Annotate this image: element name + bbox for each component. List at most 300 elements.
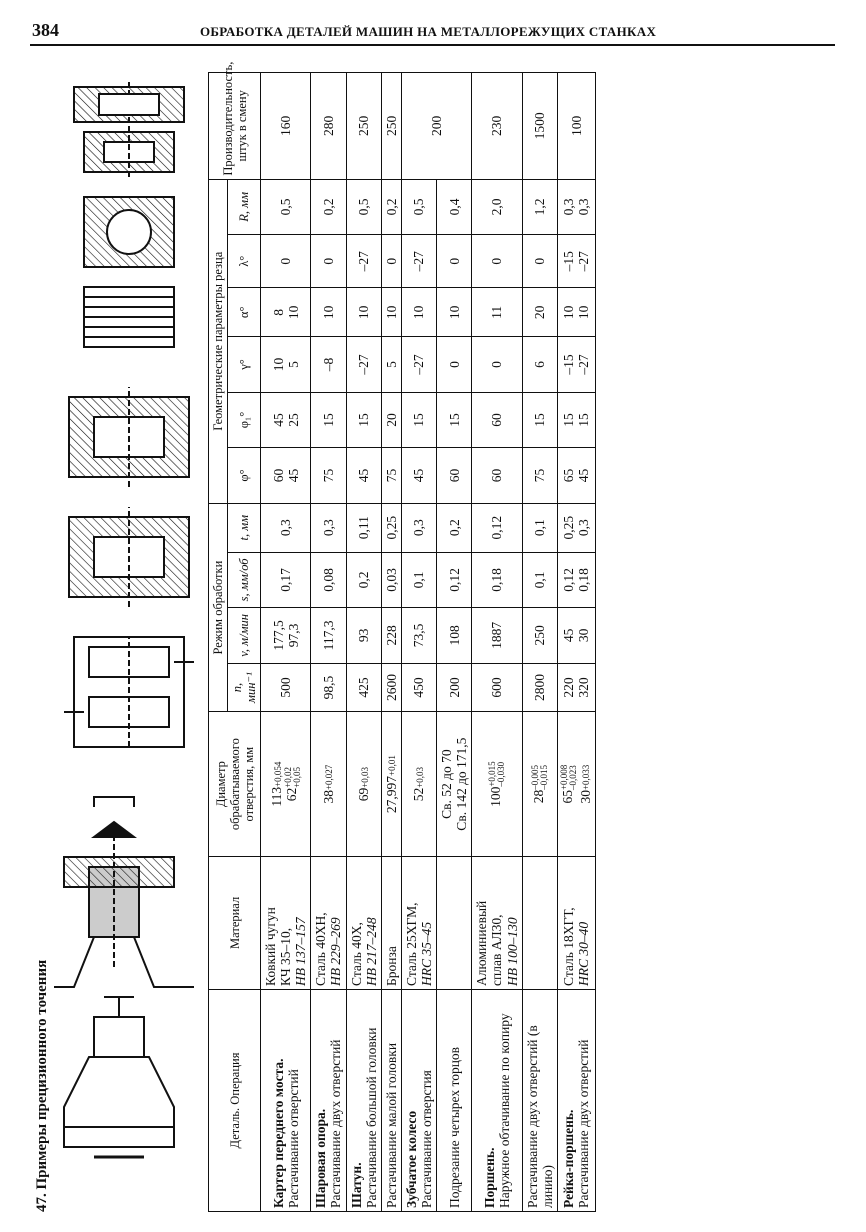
cell-phi1 [472, 392, 522, 448]
col-part: Деталь. Операция [209, 989, 261, 1211]
cell-v [261, 608, 311, 664]
cell-t [522, 503, 557, 552]
piston-drawing [74, 82, 184, 177]
cell-phi [311, 448, 346, 504]
cell-s [522, 552, 557, 608]
value: 75 [383, 468, 399, 483]
value: 20 [383, 413, 399, 427]
value: 0,03 [383, 568, 399, 592]
cell-lambda [557, 235, 595, 288]
value: –27 [356, 251, 372, 272]
value: 0,1 [532, 571, 548, 589]
value: 20 [532, 305, 548, 320]
cell-R [472, 179, 522, 235]
cell-n [522, 663, 557, 712]
value: 0 [489, 257, 505, 265]
machining-sketches [54, 77, 204, 1167]
value: 0,2 [320, 198, 336, 216]
value: 10 [270, 357, 286, 372]
value: 15 [576, 413, 592, 427]
table-row [401, 73, 436, 1212]
material-line: HB 100–130 [504, 917, 520, 986]
value: 0,18 [489, 568, 505, 592]
value: 108 [446, 625, 462, 646]
table-body [261, 73, 596, 1212]
value: 0,3 [320, 519, 336, 537]
value: 0,18 [576, 568, 592, 592]
material-line: Сталь 40Х, [348, 922, 364, 986]
value: 2600 [383, 674, 399, 702]
operation-name: Растачивание двух отверстий [576, 1039, 592, 1208]
cell-t [381, 503, 401, 552]
col-material: Материал [209, 856, 261, 989]
cell-R [557, 179, 595, 235]
cell-diameter [381, 712, 401, 856]
cell-alpha [381, 288, 401, 337]
material-line: HB 137–157 [293, 917, 309, 986]
value: 0,1 [411, 571, 427, 589]
material-line: HRC 35–45 [418, 921, 434, 986]
value: 30 [576, 628, 592, 643]
value: 15 [356, 413, 372, 427]
cell-n [346, 663, 381, 712]
value: 25 [285, 413, 301, 427]
operation-name: Наружное обтачивание по копиру [496, 1013, 512, 1208]
cell-part [557, 989, 595, 1211]
cell-alpha [522, 288, 557, 337]
table-row [346, 73, 381, 1212]
diameter-base: 38 [320, 790, 336, 804]
cell-gamma [346, 337, 381, 393]
cell-lambda [472, 235, 522, 288]
cell-t [261, 503, 311, 552]
cell-phi [401, 448, 436, 504]
value: 6 [532, 361, 548, 368]
diameter-value [488, 715, 506, 852]
value: 0,3 [576, 198, 592, 216]
cell-lambda [437, 235, 472, 288]
cell-diameter [346, 712, 381, 856]
cell-productivity: 200 [401, 73, 471, 180]
cell-alpha [346, 288, 381, 337]
tolerance [560, 765, 578, 790]
value: 0 [446, 257, 462, 265]
value: 2,0 [489, 198, 505, 216]
cell-v [401, 608, 436, 664]
gear-drawing [84, 197, 174, 347]
page-header [0, 0, 866, 50]
cell-phi [472, 448, 522, 504]
diameter-base: 27,997 [383, 775, 399, 814]
material-line: Бронза [383, 946, 399, 986]
value: 45 [576, 468, 592, 483]
cell-lambda [311, 235, 346, 288]
cell-R [522, 179, 557, 235]
cell-part [381, 989, 401, 1211]
col-r: R, мм [228, 179, 261, 235]
part-name: Рейка-поршень. [561, 1109, 577, 1208]
value: 45 [270, 413, 286, 427]
technical-drawings [54, 77, 204, 1167]
diameter-value [356, 715, 371, 852]
cell-s [381, 552, 401, 608]
table-row [437, 73, 472, 1212]
cell-v [381, 608, 401, 664]
housing-drawing [64, 997, 174, 1157]
cell-n [401, 663, 436, 712]
cell-productivity: 280 [311, 73, 346, 180]
value: 0,5 [356, 198, 372, 216]
tolerance-upper: –0,005 [529, 765, 540, 790]
value: 45 [356, 468, 372, 483]
cell-gamma [437, 337, 472, 393]
header-rule [30, 44, 835, 46]
cell-gamma [522, 337, 557, 393]
value: –15 [561, 354, 577, 375]
value: 15 [320, 413, 336, 427]
cell-part [401, 989, 436, 1211]
cell-productivity: 250 [381, 73, 401, 180]
tolerance-upper: +0,027 [324, 764, 335, 791]
cell-material [381, 856, 401, 989]
operation-name: Растачивание большой головки [363, 1027, 379, 1208]
cell-material [522, 856, 557, 989]
part-name: Картер переднего моста. [270, 1058, 286, 1208]
page-number: 384 [32, 20, 59, 40]
cell-t [346, 503, 381, 552]
col-n: n, мин⁻¹ [228, 663, 261, 712]
cell-diameter [261, 712, 311, 856]
cell-n [557, 663, 595, 712]
value: 0,11 [356, 516, 372, 540]
cell-gamma [472, 337, 522, 393]
cell-material [472, 856, 522, 989]
cell-material [557, 856, 595, 989]
table-row [472, 73, 522, 1212]
value: 45 [411, 468, 427, 483]
value: 0,12 [561, 568, 577, 592]
value: 0 [278, 257, 294, 265]
value: 10 [411, 305, 427, 320]
cell-t [472, 503, 522, 552]
value: 10 [576, 305, 592, 320]
value: 60 [489, 413, 505, 427]
cell-R [311, 179, 346, 235]
connecting-rod-drawing [69, 387, 189, 607]
material-line: Алюминиевый [474, 900, 490, 986]
value: 11 [489, 305, 505, 319]
cell-s [557, 552, 595, 608]
cell-part [311, 989, 346, 1211]
cell-diameter [557, 712, 595, 856]
value: 0,2 [383, 198, 399, 216]
cell-material [437, 856, 472, 989]
cell-phi1 [401, 392, 436, 448]
value: 93 [356, 628, 372, 643]
cell-n [381, 663, 401, 712]
value: 0,3 [561, 198, 577, 216]
tolerance-upper: +0,03 [414, 766, 425, 788]
cell-s [401, 552, 436, 608]
value: 10 [446, 305, 462, 320]
value: 10 [285, 305, 301, 320]
part-name: Зубчатое колесо [403, 1110, 419, 1208]
diameter-base: 113 [269, 786, 285, 807]
tolerance-lower: –0,015 [538, 765, 549, 790]
material-line: сплав АЛ30, [489, 914, 505, 986]
operation-name: Подрезание четырех торцов [446, 1046, 462, 1208]
value: 15 [411, 413, 427, 427]
cell-phi [437, 448, 472, 504]
cell-gamma [381, 337, 401, 393]
cell-alpha [472, 288, 522, 337]
col-gamma: γ° [228, 337, 261, 393]
cell-lambda [522, 235, 557, 288]
value: 97,3 [285, 623, 301, 648]
value: 65 [561, 468, 577, 483]
tolerance-upper: +0,01 [387, 755, 398, 776]
value: 500 [278, 677, 294, 698]
value: 1,2 [532, 198, 548, 216]
cell-diameter [311, 712, 346, 856]
cell-t [401, 503, 436, 552]
value: 0 [320, 257, 336, 265]
value: 10 [561, 305, 577, 320]
value: 0,2 [446, 519, 462, 537]
cell-v [522, 608, 557, 664]
diameter-base: 69 [356, 787, 372, 802]
value: 0,25 [561, 515, 577, 540]
cell-diameter [472, 712, 522, 856]
cell-gamma [261, 337, 311, 393]
cell-phi1 [522, 392, 557, 448]
value: 0,25 [383, 515, 399, 540]
value: 220 [561, 677, 577, 698]
operation-name: Растачивание малой головки [383, 1042, 399, 1208]
cell-n [437, 663, 472, 712]
table-caption: 47. Примеры прецизионного точения [34, 959, 50, 1212]
cell-phi [557, 448, 595, 504]
tolerance [274, 762, 283, 787]
col-phi1: φ₁° [228, 392, 261, 448]
col-lambda: λ° [228, 235, 261, 288]
value: 75 [320, 468, 336, 483]
value: 200 [446, 677, 462, 698]
diameter-value [411, 715, 426, 852]
cell-v [311, 608, 346, 664]
cell-n [311, 663, 346, 712]
value: 0,08 [320, 568, 336, 592]
part-name: Поршень. [481, 1147, 497, 1208]
cell-t [311, 503, 346, 552]
cell-part [472, 989, 522, 1211]
value: 98,5 [320, 675, 336, 700]
cell-lambda [261, 235, 311, 288]
precision-turning-table [208, 61, 596, 1212]
diameter-base: 62 [284, 787, 300, 802]
cell-R [346, 179, 381, 235]
cell-gamma [557, 337, 595, 393]
tolerance-upper: +0,008 [558, 764, 569, 791]
table-row [522, 73, 557, 1212]
tolerance [284, 767, 302, 788]
value: 0,1 [532, 519, 548, 537]
value: 0,5 [278, 198, 294, 216]
cell-s [311, 552, 346, 608]
tolerance [388, 755, 397, 776]
cell-phi1 [346, 392, 381, 448]
cell-material [346, 856, 381, 989]
tolerance-lower: +0,05 [292, 766, 303, 788]
tolerance-upper: +0,054 [272, 761, 283, 787]
cell-v [346, 608, 381, 664]
value: 60 [270, 468, 286, 483]
cell-productivity: 100 [557, 73, 595, 180]
cell-diameter [437, 712, 472, 856]
cell-t [437, 503, 472, 552]
value: –27 [411, 251, 427, 272]
cell-material [311, 856, 346, 989]
material-line: Сталь 18ХГТ, [561, 907, 577, 986]
operation-name: Растачивание отверстий [285, 1069, 301, 1208]
material-line: Ковкий чугун [263, 907, 278, 986]
tolerance-lower: –0,023 [567, 765, 578, 791]
material-line: HRC 30–40 [576, 921, 592, 986]
col-mode-group: Режим обработки [209, 503, 228, 712]
value: 0,2 [356, 571, 372, 589]
cell-R [437, 179, 472, 235]
cell-R [381, 179, 401, 235]
value: 0,12 [446, 568, 462, 592]
value: 73,5 [411, 623, 427, 648]
value: 0,4 [446, 198, 462, 216]
col-v: v, м/мин [228, 608, 261, 664]
value: –27 [356, 354, 372, 375]
value: 45 [561, 628, 577, 643]
value: 0,3 [576, 519, 592, 537]
cell-alpha [311, 288, 346, 337]
diameter-range: Св. 142 до 171,5 [454, 737, 470, 831]
value: 10 [356, 305, 372, 320]
diameter-value [560, 715, 578, 852]
col-phi: φ° [228, 448, 261, 504]
value: 8 [270, 308, 286, 316]
value: 45 [285, 468, 301, 483]
value: 0,3 [278, 519, 294, 537]
cell-v [472, 608, 522, 664]
diameter-base: 28 [530, 789, 546, 804]
cell-n [472, 663, 522, 712]
operation-name: Растачивание двух отверстий (в линию) [524, 1025, 555, 1208]
value: 10 [383, 305, 399, 320]
value: –27 [576, 354, 592, 375]
value: –15 [561, 251, 577, 272]
cell-diameter [522, 712, 557, 856]
table-row [261, 73, 311, 1212]
diameter-base: 65 [559, 790, 575, 804]
value: 1887 [489, 621, 505, 649]
cell-gamma [311, 337, 346, 393]
cell-alpha [437, 288, 472, 337]
diameter-value [578, 715, 593, 852]
material-line: КЧ 35–10, [278, 927, 294, 986]
diameter-base: 52 [411, 787, 427, 802]
tolerance [531, 765, 549, 790]
cell-productivity: 250 [346, 73, 381, 180]
tolerance [488, 761, 506, 786]
diameter-base: 30 [577, 790, 593, 804]
part-name: Шатун. [348, 1162, 364, 1208]
value: 60 [446, 468, 462, 483]
value: 177,5 [270, 620, 286, 651]
material-line: Сталь 25ХГМ, [403, 902, 419, 986]
material-line: HB 217–248 [363, 917, 379, 986]
diameter-value [269, 715, 284, 852]
cell-t [557, 503, 595, 552]
header-row-1 [209, 73, 228, 1212]
value: –27 [576, 251, 592, 272]
cell-productivity: 160 [261, 73, 311, 180]
tolerance-upper: +0,015 [486, 761, 497, 787]
cell-n [261, 663, 311, 712]
cell-material [401, 856, 436, 989]
diameter-base: 100 [488, 786, 504, 807]
value: 15 [446, 413, 462, 427]
cell-phi1 [381, 392, 401, 448]
rotated-content [30, 61, 820, 1212]
cell-phi1 [311, 392, 346, 448]
value: 75 [532, 468, 548, 483]
value: 320 [576, 677, 592, 698]
cell-v [557, 608, 595, 664]
cell-s [346, 552, 381, 608]
tolerance-upper: +0,03 [359, 766, 370, 788]
cell-lambda [401, 235, 436, 288]
col-alpha: α° [228, 288, 261, 337]
boring-tool-drawing [54, 797, 194, 987]
value: 450 [411, 677, 427, 698]
cell-phi [522, 448, 557, 504]
value: 0 [383, 257, 399, 265]
operation-name: Растачивание двух отверстий [328, 1039, 344, 1208]
value: 0,3 [411, 519, 427, 537]
cell-R [401, 179, 436, 235]
col-productivity: Производительность, штук в смену [209, 73, 261, 180]
diameter-range: Св. 52 до 70 [439, 749, 455, 819]
tolerance [325, 765, 334, 790]
cell-phi [261, 448, 311, 504]
value: 117,3 [320, 620, 336, 651]
tolerance-upper: +0,033 [581, 764, 592, 791]
value: 60 [489, 468, 505, 483]
tolerance-lower: –0,030 [495, 761, 506, 787]
cell-productivity: 1500 [522, 73, 557, 180]
value: 250 [532, 625, 548, 646]
value: 425 [356, 677, 372, 698]
value: 5 [285, 361, 301, 368]
cell-gamma [401, 337, 436, 393]
cell-part [437, 989, 472, 1211]
cell-phi [346, 448, 381, 504]
table-row [381, 73, 401, 1212]
cell-part [522, 989, 557, 1211]
table-row [557, 73, 595, 1212]
value: –27 [411, 354, 427, 375]
cell-v [437, 608, 472, 664]
cell-phi1 [261, 392, 311, 448]
value: 5 [383, 361, 399, 368]
diameter-value [384, 715, 399, 852]
